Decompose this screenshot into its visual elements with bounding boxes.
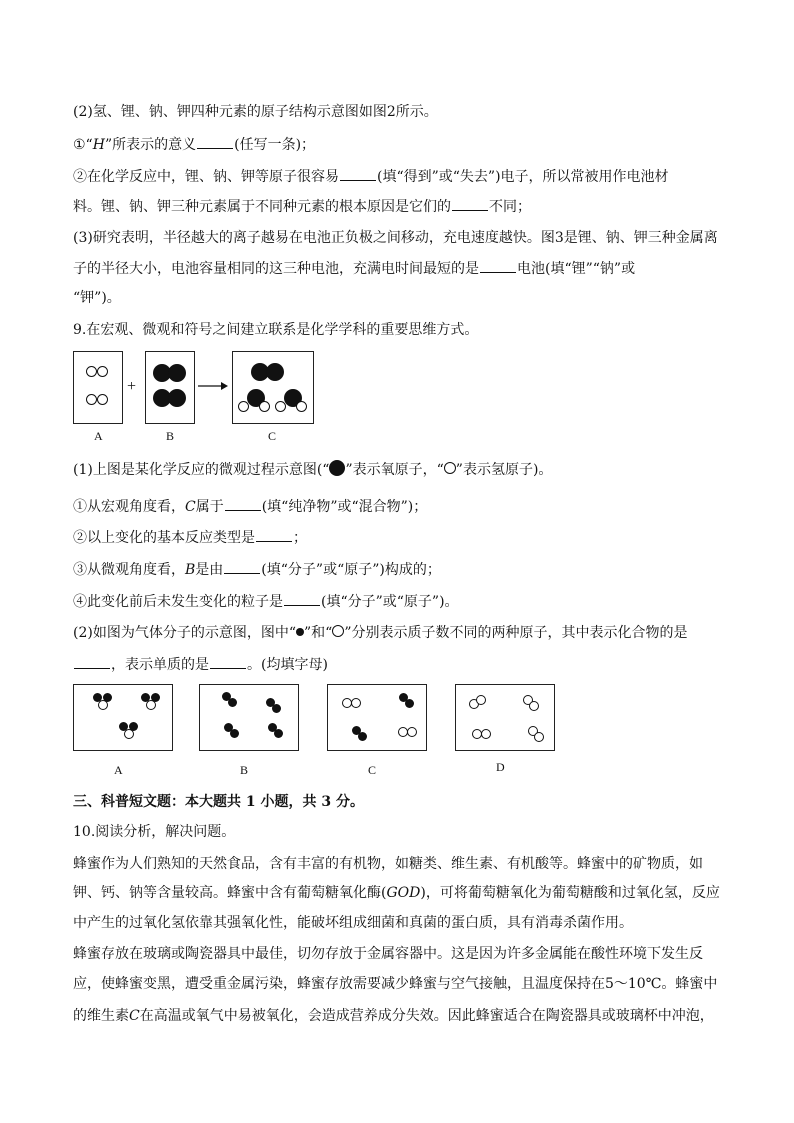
black-atom-icon [358, 732, 367, 741]
label-a: A [114, 763, 123, 777]
answer-blank[interactable] [256, 527, 292, 542]
text: (填“分子”或“原子”)。 [321, 594, 459, 610]
text: ”和“ [304, 625, 333, 641]
text: (任写一条)； [234, 137, 316, 153]
hydrogen-atom-icon [259, 401, 270, 412]
oxygen-atom-icon [329, 460, 345, 476]
q8-part2-item2-cont [73, 196, 531, 217]
text: 料。锂、钠、钾三种元素属于不同种元素的根本原因是它们的 [73, 199, 451, 215]
text: (填“分子”或“原子”)构成的； [261, 562, 441, 578]
label-b: B [166, 429, 175, 443]
q8-part3-cont [73, 258, 635, 279]
text: ③从微观角度看， [73, 562, 185, 578]
white-atom-icon [332, 625, 344, 637]
white-atom-icon [146, 700, 156, 710]
answer-blank[interactable] [480, 258, 516, 273]
answer-blank[interactable] [340, 166, 376, 181]
label-c: C [368, 763, 377, 777]
q8-part2-item1 [73, 134, 315, 155]
text: (填“纯净物”或“混合物”)； [261, 499, 428, 515]
text: ； [293, 530, 307, 546]
text: (填“得到”或“失去”)电子，所以常被用作电池材 [377, 169, 669, 185]
black-atom-icon [296, 628, 304, 636]
passage-line: 蜂蜜存放在玻璃或陶瓷器具中最佳，切勿存放于金属容器中。这是因为许多金属能在酸性环境下发生反 [73, 946, 703, 962]
white-atom-icon [98, 700, 108, 710]
text: ②以上变化的基本反应类型是 [73, 530, 255, 546]
white-atom-icon [476, 695, 486, 705]
box-a [73, 684, 173, 751]
passage-line: 中产生的过氧化氢依靠其强氧化性，能破坏组成细菌和真菌的蛋白质，具有消毒杀菌作用。 [73, 915, 633, 931]
symbol-c: C [129, 1008, 140, 1024]
answer-blank[interactable] [224, 559, 260, 574]
q9-part1-item3 [73, 559, 441, 580]
q9-part1-item4 [73, 591, 459, 612]
text: ”分别表示质子数不同的两种原子，其中表示化合物的是 [344, 625, 688, 641]
black-atom-icon [272, 704, 281, 713]
q9-title: 9.在宏观、微观和符号之间建立联系是化学学科的重要思维方式。 [73, 322, 479, 338]
q8-part2-item2 [73, 166, 669, 187]
symbol-h: H [92, 137, 105, 153]
text: )，可将葡萄糖氧化为葡萄糖酸和过氧化氢，反应 [420, 885, 720, 901]
q10-title: 10.阅读分析，解决问题。 [73, 824, 236, 840]
answer-blank[interactable] [452, 196, 488, 211]
passage-line [73, 883, 720, 903]
label-d: D [496, 760, 505, 774]
text: 属于 [195, 499, 224, 515]
text: 。(均填字母) [247, 657, 328, 673]
label-b: B [240, 763, 249, 777]
section-heading: 三、科普短文题：本大题共 1 小题，共 3 分。 [73, 794, 364, 810]
hydrogen-atom-icon [444, 462, 456, 474]
text: (1)上图是某化学反应的微观过程示意图(“ [73, 462, 330, 478]
q8-part2-intro: (2)氢、锂、钠、钾四种元素的原子结构示意图如图2所示。 [73, 104, 438, 120]
q9-part1-item2 [73, 527, 307, 548]
white-atom-icon [529, 701, 539, 711]
answer-blank[interactable] [284, 591, 320, 606]
box-b [145, 351, 195, 424]
oxygen-atom-icon [168, 364, 186, 382]
white-atom-icon [407, 727, 417, 737]
white-atom-icon [481, 729, 491, 739]
text: ②在化学反应中，锂、钠、钾等原子很容易 [73, 169, 339, 185]
black-atom-icon [230, 729, 239, 738]
text: 电池(填“锂”“钠”或 [517, 261, 636, 277]
q9-part1-item1 [73, 496, 427, 517]
hydrogen-atom-icon [86, 394, 97, 405]
q8-part3-end: “钾”)。 [73, 290, 121, 306]
text: 是由 [195, 562, 224, 578]
hydrogen-atom-icon [296, 401, 307, 412]
q9-part2-cont [73, 654, 328, 675]
hydrogen-atom-icon [275, 401, 286, 412]
white-atom-icon [124, 729, 134, 739]
box-c [232, 351, 314, 424]
text: (2)如图为气体分子的示意图，图中“ [73, 625, 296, 641]
white-atom-icon [534, 732, 544, 742]
plus-sign: + [127, 378, 137, 395]
text: ④此变化前后未发生变化的粒子是 [73, 594, 283, 610]
box-d [455, 684, 555, 751]
text: 不同； [489, 199, 531, 215]
hydrogen-atom-icon [97, 394, 108, 405]
q9-part1-intro [73, 460, 552, 480]
text: 的维生素 [73, 1008, 129, 1024]
answer-blank[interactable] [210, 654, 246, 669]
hydrogen-atom-icon [97, 366, 108, 377]
label-c: C [268, 429, 277, 443]
passage-line [73, 1006, 714, 1026]
black-atom-icon [228, 698, 237, 707]
text: 子的半径大小，电池容量相同的这三种电池，充满电时间最短的是 [73, 261, 479, 277]
symbol-b: B [185, 562, 196, 578]
text: ”所表示的意义 [104, 137, 197, 153]
white-atom-icon [351, 698, 361, 708]
box-c [327, 684, 427, 751]
oxygen-atom-icon [168, 389, 186, 407]
hydrogen-atom-icon [238, 401, 249, 412]
text: ①“ [73, 137, 93, 153]
q9-part2 [73, 623, 687, 643]
black-atom-icon [274, 729, 283, 738]
box-a [73, 351, 123, 424]
text: ，表示单质的是 [111, 657, 209, 673]
answer-blank[interactable] [74, 654, 110, 669]
text: ”表示氢原子)。 [455, 462, 553, 478]
q8-part3: (3)研究表明，半径越大的离子越易在电池正负极之间移动，充电速度越快。图3是锂、钠、钾三种金属离 [73, 230, 718, 246]
answer-blank[interactable] [225, 496, 261, 511]
text: ”表示氧原子，“ [345, 462, 444, 478]
oxygen-atom-icon [266, 363, 284, 381]
text: 在高温或氧气中易被氧化，会造成营养成分失效。因此蜂蜜适合在陶瓷器具或玻璃杯中冲泡， [139, 1008, 714, 1024]
hydrogen-atom-icon [86, 366, 97, 377]
passage-line: 蜂蜜作为人们熟知的天然食品，含有丰富的有机物，如糖类、维生素、有机酸等。蜂蜜中的矿物质，如 [73, 856, 703, 872]
symbol-god: GOD [386, 885, 421, 901]
arrow-icon [196, 380, 230, 392]
symbol-c: C [185, 499, 196, 515]
passage-line: 应，使蜂蜜变黑，遭受重金属污染，蜂蜜存放需要减少蜂蜜与空气接触，且温度保持在5～10℃。蜂蜜中 [73, 976, 718, 992]
text: 钾、钙、钠等含量较高。蜂蜜中含有葡萄糖氧化酶( [73, 885, 387, 901]
answer-blank[interactable] [197, 134, 233, 149]
black-atom-icon [405, 699, 414, 708]
label-a: A [94, 429, 103, 443]
box-b [199, 684, 299, 751]
text: ①从宏观角度看， [73, 499, 185, 515]
